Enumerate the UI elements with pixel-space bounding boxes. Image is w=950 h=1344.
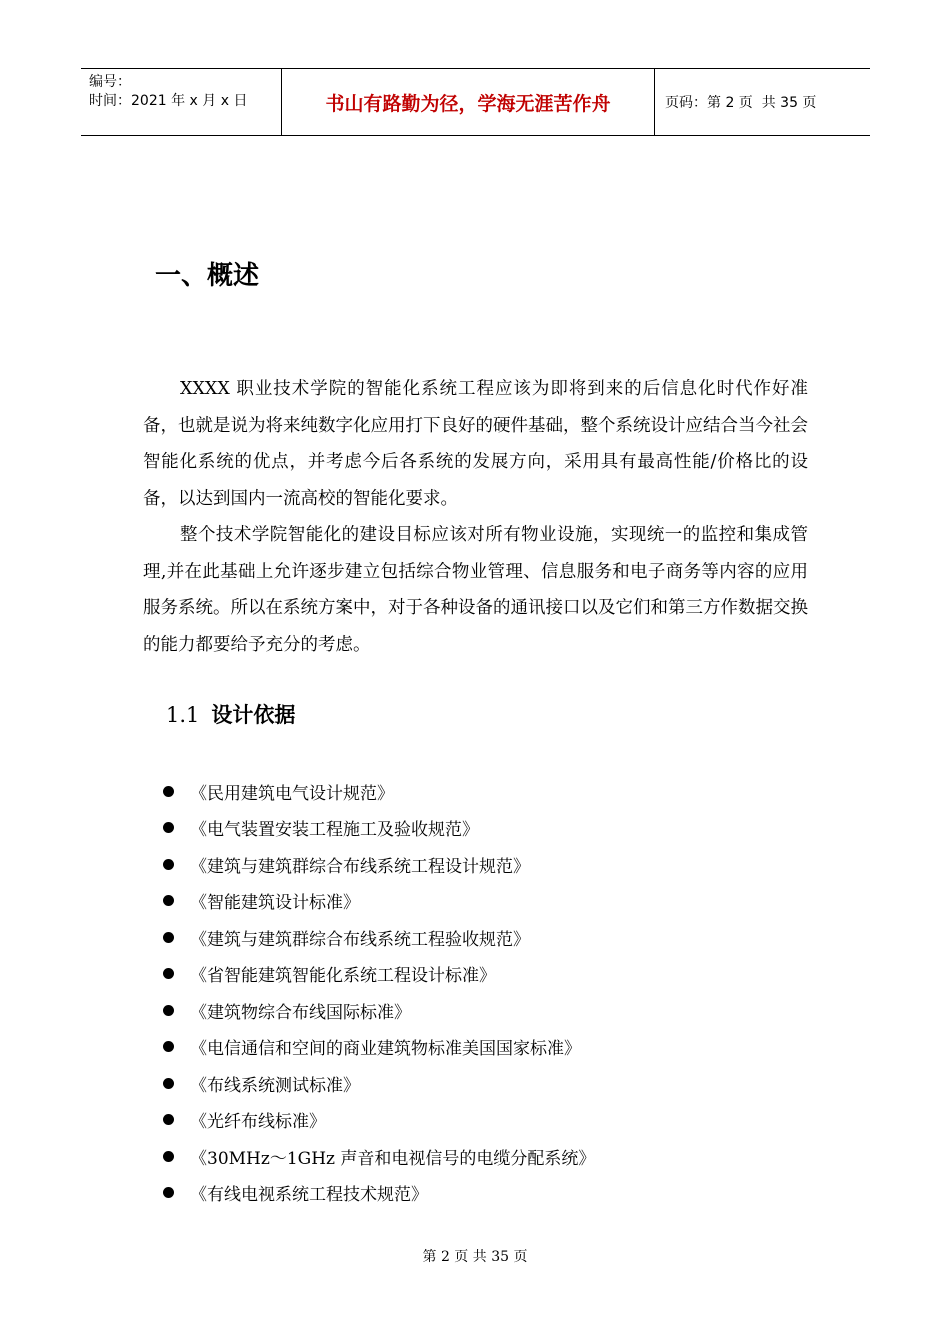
list-item-text: 《智能建筑设计标准》 bbox=[190, 893, 360, 914]
list-item bbox=[160, 919, 595, 956]
list-item bbox=[160, 1102, 595, 1139]
bullet-icon bbox=[163, 1187, 174, 1198]
list-item-text: 《30MHz～1GHz 声音和电视信号的电缆分配系统》 bbox=[190, 1148, 596, 1169]
list-item-text: 《省智能建筑智能化系统工程设计标准》 bbox=[190, 966, 496, 987]
bullet-icon bbox=[163, 786, 174, 797]
bullet-icon bbox=[163, 1114, 174, 1125]
header-number-label: 编号： bbox=[89, 74, 131, 90]
list-item-text: 《建筑物综合布线国际标准》 bbox=[190, 1002, 411, 1023]
section-title: 一、概述 bbox=[155, 261, 260, 291]
reference-list bbox=[160, 773, 595, 1211]
bullet-icon bbox=[163, 1078, 174, 1089]
list-item-text: 《电气装置安装工程施工及验收规范》 bbox=[190, 820, 479, 841]
section-body bbox=[143, 371, 808, 663]
list-item bbox=[160, 1065, 595, 1102]
list-item bbox=[160, 1138, 595, 1175]
list-item bbox=[160, 810, 595, 847]
bullet-icon bbox=[163, 1151, 174, 1162]
list-item bbox=[160, 956, 595, 993]
subsection-number: 1.1 bbox=[166, 703, 200, 727]
paragraph: XXXX 职业技术学院的智能化系统工程应该为即将到来的后信息化时代作好准备，也就是说为将来纯数字化应用打下良好的硬件基础，整个系统设计应结合当今社会智能化系统的优点，并考虑今后各系统的发展方向，采用具有最高性能/价格比的设备，以达到国内一流高校的智能化要求。 bbox=[143, 379, 808, 509]
paragraph: 整个技术学院智能化的建设目标应该对所有物业设施，实现统一的监控和集成管理,并在此基础上允许逐步建立包括综合物业管理、信息服务和电子商务等内容的应用服务系统。所以在系统方案中，对于各种设备的通讯接口以及它们和第三方作数据交换的能力都要给予充分的考虑。 bbox=[143, 525, 808, 655]
header-date-label: 时间：2021 年 x 月 x 日 bbox=[89, 93, 248, 109]
page-header bbox=[81, 68, 870, 136]
list-item bbox=[160, 846, 595, 883]
list-item bbox=[160, 992, 595, 1029]
header-page-info: 页码：第 2 页 共 35 页 bbox=[665, 95, 817, 111]
list-item-text: 《光纤布线标准》 bbox=[190, 1112, 326, 1133]
subsection-title: 设计依据 bbox=[211, 703, 296, 727]
list-item-text: 《建筑与建筑群综合布线系统工程验收规范》 bbox=[190, 929, 530, 950]
bullet-icon bbox=[163, 895, 174, 906]
header-page-cell bbox=[655, 69, 870, 135]
list-item-text: 《布线系统测试标准》 bbox=[190, 1075, 360, 1096]
header-motto: 书山有路勤为径，学海无涯苦作舟 bbox=[282, 69, 655, 135]
bullet-icon bbox=[163, 822, 174, 833]
page-footer: 第 2 页 共 35 页 bbox=[422, 1249, 528, 1265]
list-item-text: 《建筑与建筑群综合布线系统工程设计规范》 bbox=[190, 856, 530, 877]
header-meta-cell bbox=[81, 69, 282, 135]
list-item-text: 《电信通信和空间的商业建筑物标准美国国家标准》 bbox=[190, 1039, 581, 1060]
bullet-icon bbox=[163, 1005, 174, 1016]
list-item bbox=[160, 773, 595, 810]
bullet-icon bbox=[163, 968, 174, 979]
list-item bbox=[160, 1029, 595, 1066]
subsection-heading bbox=[166, 698, 295, 732]
bullet-icon bbox=[163, 859, 174, 870]
list-item-text: 《民用建筑电气设计规范》 bbox=[190, 783, 394, 804]
list-item bbox=[160, 1175, 595, 1212]
bullet-icon bbox=[163, 1041, 174, 1052]
list-item-text: 《有线电视系统工程技术规范》 bbox=[190, 1185, 428, 1206]
list-item bbox=[160, 883, 595, 920]
bullet-icon bbox=[163, 932, 174, 943]
